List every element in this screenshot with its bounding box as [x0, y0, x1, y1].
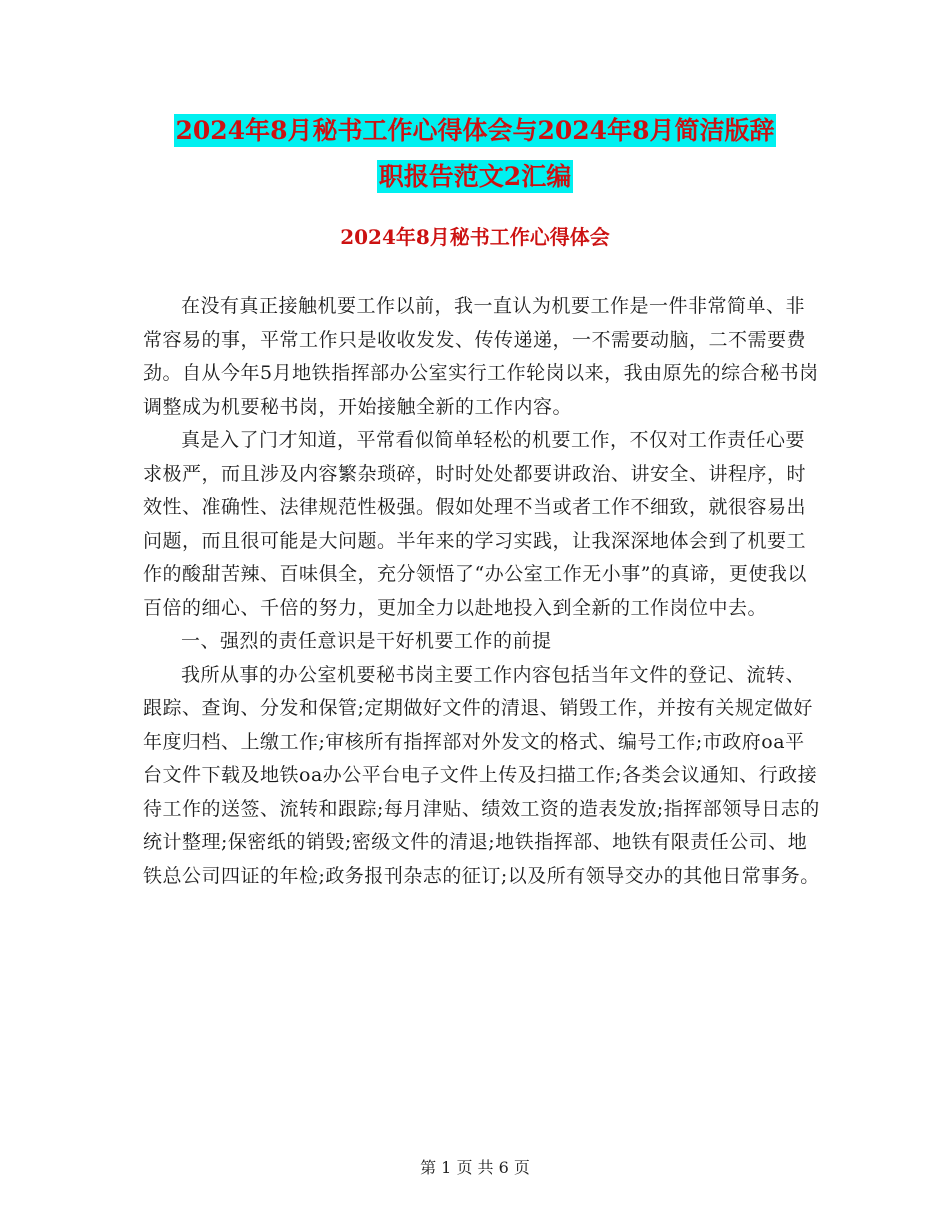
title-line-1: 2024年8月秘书工作心得体会与2024年8月简洁版辞	[175, 116, 775, 145]
title-line-2: 职报告范文2汇编	[378, 162, 572, 191]
section-heading-1: 一、强烈的责任意识是干好机要工作的前提	[181, 630, 552, 652]
paragraph-2: 真是入了门才知道，平常看似简单轻松的机要工作，不仅对工作责任心要求极严，而且涉及内容繁杂琐碎，时时处处都要讲政治、讲安全、讲程序，时效性、准确性、法律规范性极强。假如处理不当或者工作不细致，就很容易出问题，而且很可能是大问题。半年来的学习实践，让我深深地体会到了机要工作的酸甜苦辣、百味俱全，充分领悟了“办公室工作无小事”的真谛，更使我以百倍的细心、千倍的努力，更加全力以赴地投入到全新的工作岗位中去。	[143, 429, 807, 619]
paragraph-3: 我所从事的办公室机要秘书岗主要工作内容包括当年文件的登记、流转、跟踪、查询、分发和保管;定期做好文件的清退、销毁工作，并按有关规定做好年度归档、上缴工作;审核所有指挥部对外发文的格式、编号工作;市政府oa平台文件下载及地铁oa办公平台电子文件上传及扫描工作;各类会议通知、行政接待工作的送签、流转和跟踪;每月津贴、绩效工资的造表发放;指挥部领导日志的统计整理;保密纸的销毁;密级文件的清退;地铁指挥部、地铁有限责任公司、地铁总公司四证的年检;政务报刊杂志的征订;以及所有领导交办的其他日常事务。	[143, 663, 820, 887]
document-title	[0, 108, 950, 200]
page-footer: 第 1 页 共 6 页	[420, 1158, 530, 1177]
paragraph-1: 在没有真正接触机要工作以前，我一直认为机要工作是一件非常简单、非常容易的事，平常工作只是收收发发、传传递递，一不需要动脑，二不需要费劲。自从今年5月地铁指挥部办公室实行工作轮岗以来，我由原先的综合秘书岗调整成为机要秘书岗，开始接触全新的工作内容。	[143, 295, 819, 418]
section-title: 2024年8月秘书工作心得体会	[340, 225, 610, 249]
document-body	[143, 290, 823, 893]
